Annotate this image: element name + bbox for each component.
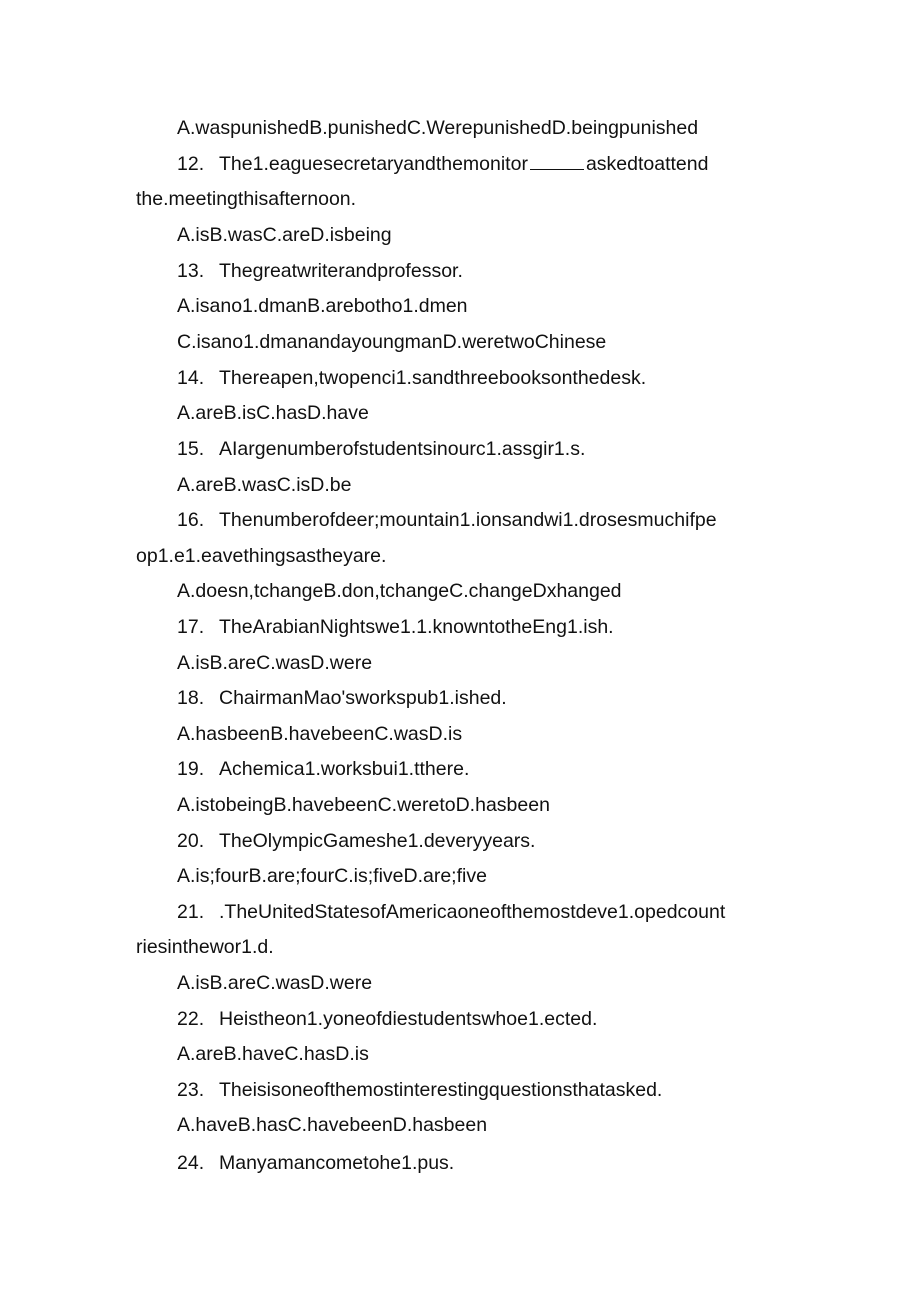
question-14 bbox=[177, 366, 646, 390]
options-line: A.isB.areC.wasD.were bbox=[177, 972, 373, 994]
question-continuation: op1.e1.eavethingsastheyare. bbox=[136, 545, 387, 567]
options-line: A.areB.wasC.isD.be bbox=[177, 474, 352, 496]
question-text: TheOlympicGameshe1.deveryyears. bbox=[219, 830, 536, 852]
question-19 bbox=[177, 757, 469, 781]
question-number: 13. bbox=[177, 260, 205, 282]
question-number: 14. bbox=[177, 367, 205, 389]
question-number: 19. bbox=[177, 758, 205, 780]
options-line: A.waspunishedB.punishedC.WerepunishedD.beingpunished bbox=[177, 117, 699, 139]
question-text-before-blank: The1.eaguesecretaryandthemonitor bbox=[219, 153, 528, 175]
question-text: Achemica1.worksbui1.tthere. bbox=[219, 758, 470, 780]
question-number: 16. bbox=[177, 509, 205, 531]
question-text: ChairmanMao'sworkspub1.ished. bbox=[219, 687, 507, 709]
question-number: 24. bbox=[177, 1152, 205, 1174]
question-number: 15. bbox=[177, 438, 205, 460]
question-number: 20. bbox=[177, 830, 205, 852]
question-text: Theisisoneofthemostinterestingquestionsthatasked. bbox=[219, 1079, 663, 1101]
question-continuation: riesinthewor1.d. bbox=[136, 936, 274, 958]
options-line: A.istobeingB.havebeenC.weretoD.hasbeen bbox=[177, 794, 550, 816]
question-18 bbox=[177, 686, 507, 710]
options-line: A.isano1.dmanB.arebotho1.dmen bbox=[177, 295, 468, 317]
question-16 bbox=[177, 508, 717, 532]
question-text: TheArabianNightswe1.1.knowntotheEng1.ish. bbox=[219, 616, 614, 638]
question-text: Heistheon1.yoneofdiestudentswhoe1.ected. bbox=[219, 1008, 598, 1030]
options-line: A.isB.wasC.areD.isbeing bbox=[177, 224, 392, 246]
question-number: 21. bbox=[177, 901, 205, 923]
question-number: 23. bbox=[177, 1079, 205, 1101]
options-line: A.is;fourB.are;fourC.is;fiveD.are;five bbox=[177, 865, 487, 887]
question-text: Thereapen,twopenci1.sandthreebooksonthedesk. bbox=[219, 367, 647, 389]
question-continuation: the.meetingthisafternoon. bbox=[136, 188, 357, 210]
options-line: A.doesn,tchangeB.don,tchangeC.changeDxhanged bbox=[177, 580, 622, 602]
question-text: AIargenumberofstudentsinourc1.assgir1.s. bbox=[219, 438, 586, 460]
question-23 bbox=[177, 1078, 662, 1102]
question-text: Thegreatwriterandprofessor. bbox=[219, 260, 463, 282]
question-21 bbox=[177, 900, 725, 924]
question-17 bbox=[177, 615, 614, 639]
options-line: A.areB.haveC.hasD.is bbox=[177, 1043, 369, 1065]
question-text: Manyamancometohe1.pus. bbox=[219, 1152, 455, 1174]
question-15 bbox=[177, 437, 585, 461]
question-text: Thenumberofdeer;mountain1.ionsandwi1.drosesmuchifpe bbox=[219, 509, 717, 531]
question-number: 18. bbox=[177, 687, 205, 709]
question-24 bbox=[177, 1151, 454, 1175]
question-12 bbox=[177, 152, 708, 176]
question-number: 22. bbox=[177, 1008, 205, 1030]
options-line: C.isano1.dmanandayoungmanD.weretwoChinese bbox=[177, 331, 607, 353]
answer-blank bbox=[530, 152, 584, 170]
options-line: A.areB.isC.hasD.have bbox=[177, 402, 369, 424]
options-line: A.haveB.hasC.havebeenD.hasbeen bbox=[177, 1114, 488, 1136]
question-13 bbox=[177, 259, 463, 283]
question-number: 12. bbox=[177, 153, 205, 175]
question-22 bbox=[177, 1007, 597, 1031]
question-text: .TheUnitedStatesofAmericaoneofthemostdeve1.opedcount bbox=[219, 901, 726, 923]
options-line: A.isB.areC.wasD.were bbox=[177, 652, 373, 674]
options-line: A.hasbeenB.havebeenC.wasD.is bbox=[177, 723, 463, 745]
question-number: 17. bbox=[177, 616, 205, 638]
question-20 bbox=[177, 829, 535, 853]
question-text-after-blank: askedtoattend bbox=[585, 153, 709, 175]
